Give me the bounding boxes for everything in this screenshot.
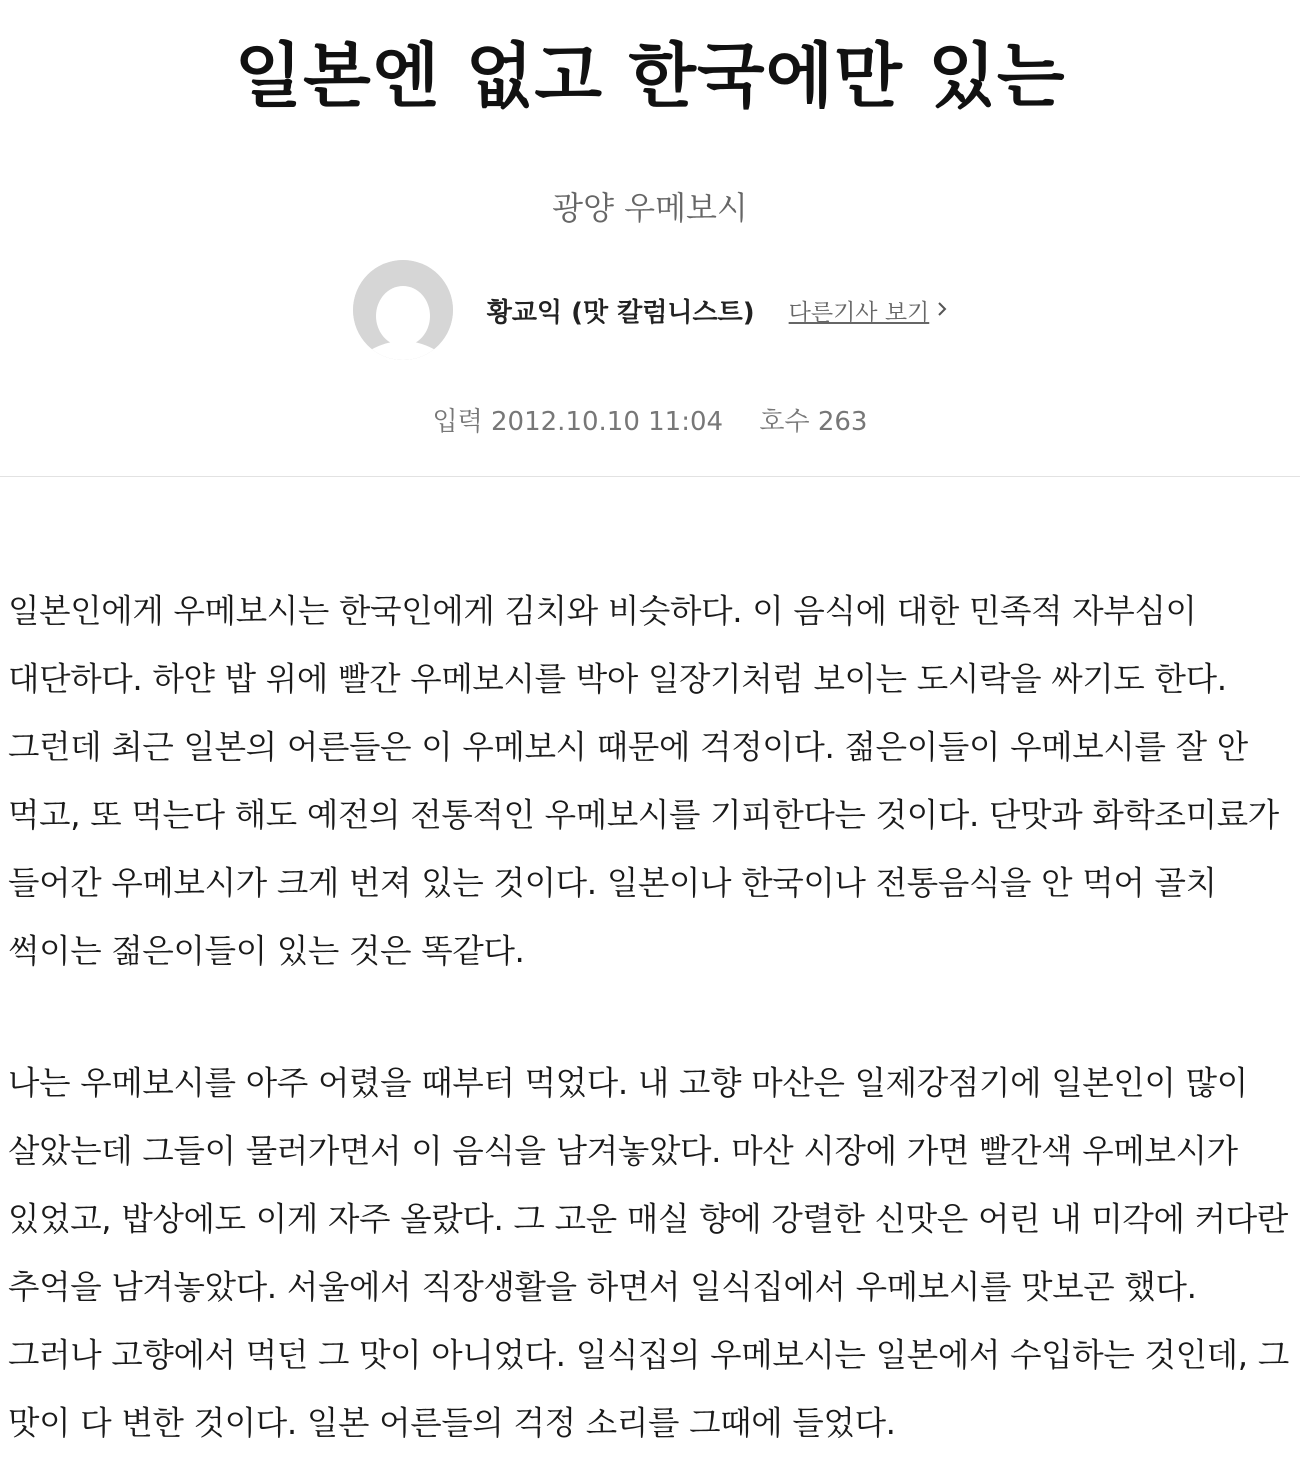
article-title: 일본엔 없고 한국에만 있는	[234, 35, 1066, 117]
article-paragraph: 일본인에게 우메보시는 한국인에게 김치와 비슷하다. 이 음식에 대한 민족적 자부심이 대단하다. 하얀 밥 위에 빨간 우메보시를 박아 일장기처럼 보이는 도시락을 싸기도 한다. 그런데 최근 일본의 어른들은 이 우메보시 때문에 걱정이다. 젊은이들이 우메보시를 잘 안 먹고, 또 먹는다 해도 예전의 전통적인 우메보시를 기피한다는 것이다. 단맛과 화학조미료가 들어간 우메보시가 크게 번져 있는 것이다. 일본이나 한국이나 전통음식을 안 먹어 골치 썩이는 젊은이들이 있는 것은 똑같다.	[8, 592, 1279, 970]
byline	[0, 260, 1300, 360]
more-articles-link[interactable]	[789, 294, 948, 327]
article-subtitle: 광양 우메보시	[552, 189, 748, 227]
article-body	[0, 485, 1300, 1457]
article-header	[0, 0, 1300, 438]
publish-date: 입력 2012.10.10 11:04	[432, 407, 724, 437]
article-paragraph: 나는 우메보시를 아주 어렸을 때부터 먹었다. 내 고향 마산은 일제강점기에 일본인이 많이 살았는데 그들이 물러가면서 이 음식을 남겨놓았다. 마산 시장에 가면 빨간색 우메보시가 있었고, 밥상에도 이게 자주 올랐다. 그 고운 매실 향에 강렬한 신맛은 어린 내 미각에 커다란 추억을 남겨놓았다. 서울에서 직장생활을 하면서 일식집에서 우메보시를 맛보곤 했다. 그러나 고향에서 먹던 그 맛이 아니었다. 일식집의 우메보시는 일본에서 수입하는 것인데, 그 맛이 다 변한 것이다. 일본 어른들의 걱정 소리를 그때에 들었다.	[8, 1064, 1289, 1442]
more-articles-label: 다른기사 보기	[788, 299, 930, 326]
header-divider	[0, 476, 1300, 477]
article-meta	[0, 406, 1300, 438]
author-name: 황교익 (맛 칼럼니스트)	[486, 297, 755, 328]
issue-number: 호수 263	[759, 407, 868, 437]
chevron-right-icon	[937, 297, 947, 323]
default-user-avatar-icon	[353, 260, 453, 360]
